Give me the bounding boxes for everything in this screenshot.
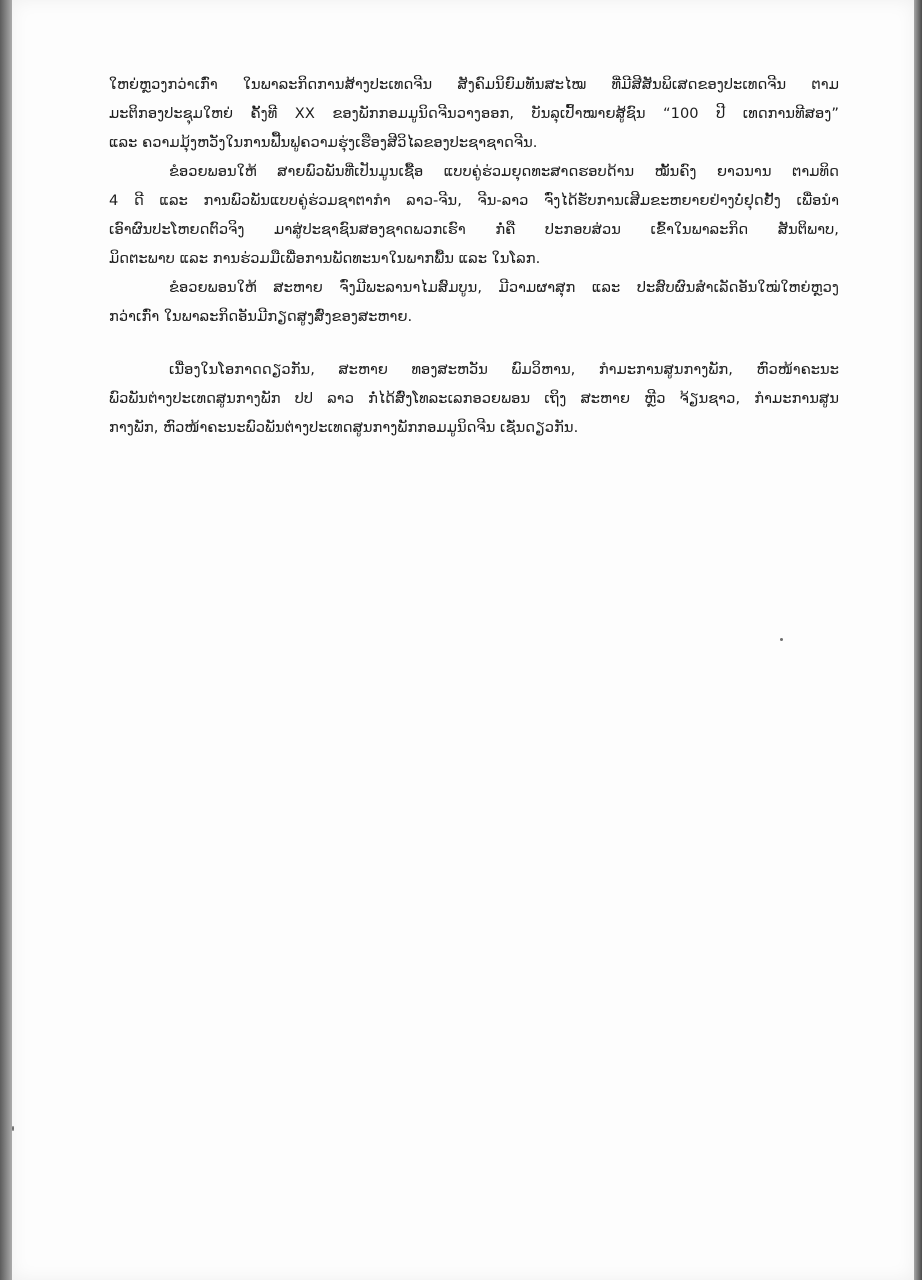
text-line: ໃຫຍ່ຫຼວງກວ່າເກົ່າ ໃນພາລະກິດການສ້າງປະເທດຈີນ ສັງຄົມນິຍົມທັນສະໄໝ ທີ່ມີສີສັນພິເສດຂອງປະເທດຈີນ ຕາມ bbox=[109, 76, 839, 93]
paragraph-occasion bbox=[109, 355, 839, 442]
text-line: ເນື່ອງໃນໂອກາດດຽວກັນ, ສະຫາຍ ທອງສະຫວັນ ພົມວິຫານ, ກໍາມະການສູນກາງພັກ, ຫົວໜ້າຄະນະ bbox=[169, 361, 839, 378]
paragraph-wishes-relations bbox=[109, 157, 839, 273]
text-line: ມິດຕະພາບ ແລະ ການຮ່ວມມືເພື່ອການພັດທະນາໃນພາກພື້ນ ແລະ ໃນໂລກ. bbox=[109, 250, 541, 267]
paragraph-spacer bbox=[109, 331, 839, 355]
text-line: 4 ດີ ແລະ ການພົວພັນແບບຄູ່ຮ່ວມຊາຕາກຳ ລາວ-ຈີນ, ຈີນ-ລາວ ຈົ່ງໄດ້ຮັບການເສີມຂະຫຍາຍຢ່າງບໍ່ຢຸດຢັ້ງ ເພື່ອນໍາ bbox=[109, 192, 839, 209]
text-line: ກາງພັກ, ຫົວໜ້າຄະນະພົວພັນຕ່າງປະເທດສູນກາງພັກກອມມູນິດຈີນ ເຊັ່ນດຽວກັນ. bbox=[109, 419, 579, 436]
document-body bbox=[109, 70, 839, 442]
text-line: ມະຕິກອງປະຊຸມໃຫຍ່ ຄັ້ງທີ XX ຂອງພັກກອມມູນິດຈີນວາງອອກ, ບັນລຸເປົ້າໝາຍສູ້ຊົນ “100 ປີ ເທດການທີສອງ” bbox=[109, 105, 839, 122]
text-line: ແລະ ຄວາມມຸ້ງຫວັງໃນການຟື້ນຟູຄວາມຮຸ່ງເຮືອງສີວິໄລຂອງປະຊາຊາດຈີນ. bbox=[109, 134, 538, 151]
text-line: ຂໍອວຍພອນໃຫ້ ສະຫາຍ ຈົ່ງມີພະລານາໄມສົມບູນ, ມີວາມຜາສຸກ ແລະ ປະສົບຜົນສໍາເລັດອັນໃໝ່ໃຫຍ່ຫຼວງ bbox=[169, 279, 839, 296]
scan-speck bbox=[12, 1126, 14, 1131]
paragraph-wishes-comrade bbox=[109, 273, 839, 331]
text-line: ພົວພັນຕ່າງປະເທດສູນກາງພັກ ປປ ລາວ ກໍ່ໄດ້ສົ່ງໂທລະເລກອວຍພອນ ເຖິງ ສະຫາຍ ຫຼີວ ຈ້ຽນຊາວ, ກໍາມະການສູນ bbox=[109, 390, 839, 407]
text-line: ຂໍອວຍພອນໃຫ້ ສາຍພົວພັນທີ່ເປັນມູນເຊື້ອ ແບບຄູ່ຮ່ວມຍຸດທະສາດຮອບດ້ານ ໝັ້ນຄົງ ຍາວນານ ຕາມທິດ bbox=[169, 163, 839, 180]
scan-speck bbox=[780, 638, 783, 641]
text-line: ເອົາຜົນປະໂຫຍດຕົວຈິງ ມາສູ່ປະຊາຊົນສອງຊາດພວກເຮົາ ກໍ່ຄື ປະກອບສ່ວນ ເຂົ້າໃນພາລະກິດ ສັນຕິພາບ, bbox=[109, 221, 839, 238]
paragraph-continuation bbox=[109, 70, 839, 157]
text-line: ກວ່າເກົ່າ ໃນພາລະກິດອັນມີກຽດສູງສົ່ງຂອງສະຫາຍ. bbox=[109, 308, 413, 325]
document-page bbox=[12, 0, 914, 1280]
